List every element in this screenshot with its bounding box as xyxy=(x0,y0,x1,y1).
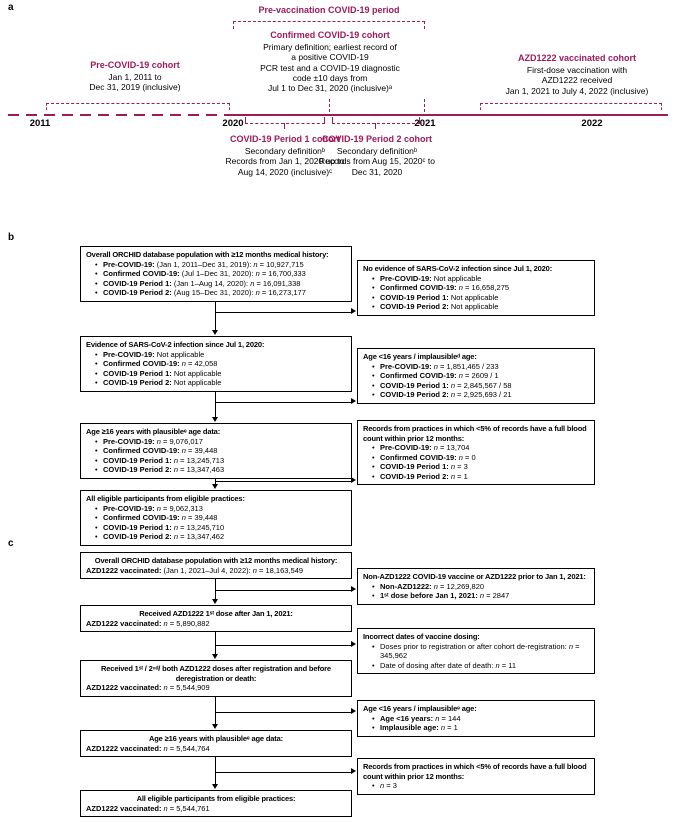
cohort-list xyxy=(86,350,346,388)
azd-cohort-line: AZD1222 received xyxy=(541,75,613,86)
period2-cohort-line: Records from Aug 15, 2020ᶜ to xyxy=(319,156,435,167)
azd-bracket-line xyxy=(480,103,662,104)
connector-hline xyxy=(216,312,351,313)
period2-cohort-block xyxy=(310,134,444,177)
b-main-box-population xyxy=(80,246,352,302)
box-title: Age <16 years / implausibleᵉ age: xyxy=(363,704,477,713)
cohort-label: Implausible age: xyxy=(380,723,439,733)
c-main-box-age-eligible xyxy=(80,730,352,757)
timeline-dashed-segment xyxy=(8,114,233,116)
cohort-value: (Jan 1–Aug 14, 2020): n = 16,091,338 xyxy=(173,278,301,288)
arrow-right-icon xyxy=(351,708,356,714)
pre-covid-bracket-tick-right xyxy=(229,103,230,110)
cohort-label: Pre-COVID-19: xyxy=(380,361,432,371)
cohort-value: n = 42,058 xyxy=(181,359,218,369)
azd-cohort-title: AZD1222 vaccinated cohort xyxy=(517,53,637,63)
b-side-box-no-evidence xyxy=(357,260,595,316)
cohort-label: AZD1222 vaccinated: xyxy=(86,743,162,753)
c-side-box-practices-excluded xyxy=(357,758,595,795)
prevax-bracket-tick-left xyxy=(233,21,234,29)
c-main-box-eligible xyxy=(80,790,352,817)
cohort-value: n = 13,347,462 xyxy=(173,532,225,542)
c-main-box-first-dose xyxy=(80,605,352,632)
cohort-value: n = 5,544,909 xyxy=(163,683,210,693)
cohort-list xyxy=(363,443,589,481)
b-main-box-evidence xyxy=(80,336,352,392)
confirmed-cohort-line: code ±10 days from xyxy=(292,73,368,84)
cohort-label: Pre-COVID-19: xyxy=(103,503,155,513)
cohort-item xyxy=(372,443,589,453)
connector-hline xyxy=(216,481,351,482)
cohort-item xyxy=(95,350,346,360)
pre-covid-cohort-title: Pre-COVID-19 cohort xyxy=(90,60,180,70)
box-title: Records from practices in which <5% of records have a full blood count within prior 12 months: xyxy=(363,424,587,443)
cohort-label: COVID-19 Period 2: xyxy=(103,378,172,388)
box-title: Received 1ˢᵗ / 2ⁿᵈ/ both AZD1222 doses after registration and before deregistration or death: xyxy=(101,664,331,683)
arrow-down-icon xyxy=(212,784,218,789)
arrow-right-icon xyxy=(351,586,356,592)
cohort-value: Date of dosing after date of death: n = 11 xyxy=(380,660,517,670)
cohort-value: Not applicable xyxy=(433,273,482,283)
azd-cohort-block xyxy=(494,53,660,96)
cohort-value: n = 1 xyxy=(450,471,468,481)
arrow-right-icon xyxy=(351,398,356,404)
cohort-label: COVID-19 Period 2: xyxy=(380,302,449,312)
cohort-label: AZD1222 vaccinated: xyxy=(86,618,162,628)
c-main-box-population xyxy=(80,552,352,579)
year-label-2011: 2011 xyxy=(29,118,51,129)
cohort-item xyxy=(372,472,589,482)
arrow-down-icon xyxy=(212,330,218,335)
c-main-box-valid-doses xyxy=(80,660,352,697)
arrow-right-icon xyxy=(351,641,356,647)
box-title: Records from practices in which <5% of records have a full blood count within prior 12 months: xyxy=(363,762,587,781)
cohort-item xyxy=(95,523,346,533)
cohort-line xyxy=(86,566,346,576)
connector-hline xyxy=(216,402,351,403)
cohort-value: n = 2,925,693 / 21 xyxy=(450,390,512,400)
b-side-box-practices-excluded xyxy=(357,420,595,485)
cohort-value: Not applicable xyxy=(450,292,499,302)
cohort-item xyxy=(95,260,346,270)
cohort-label: COVID-19 Period 1: xyxy=(103,278,172,288)
box-title: Age <16 years / implausibleᵈ age: xyxy=(363,352,477,361)
cohort-item xyxy=(372,293,589,303)
cohort-list xyxy=(363,642,589,671)
cohort-list xyxy=(363,362,589,400)
cohort-label: AZD1222 vaccinated: xyxy=(86,803,162,813)
cohort-item xyxy=(372,371,589,381)
box-title: Incorrect dates of vaccine dosing: xyxy=(363,632,480,641)
confirmed-cohort-title: Confirmed COVID-19 cohort xyxy=(270,30,390,40)
cohort-label: COVID-19 Period 1: xyxy=(380,292,449,302)
cohort-label: Confirmed COVID-19: xyxy=(103,513,180,523)
cohort-item xyxy=(95,446,346,456)
confirmed-cohort-line: Primary definition; earliest record of xyxy=(263,41,397,52)
cohort-label: COVID-19 Period 2: xyxy=(380,471,449,481)
cohort-item xyxy=(95,532,346,542)
cohort-item xyxy=(95,288,346,298)
arrow-down-icon xyxy=(212,417,218,422)
box-title: Age ≥16 years with plausibleᵉ age data: xyxy=(148,734,284,743)
arrow-right-icon xyxy=(351,477,356,483)
timeline-solid-segment xyxy=(233,114,668,116)
cohort-label: Confirmed COVID-19: xyxy=(103,359,180,369)
cohort-label: Non-AZD1222: xyxy=(380,581,432,591)
confirmed-bracket-tick-left xyxy=(329,99,330,112)
confirmed-cohort-block xyxy=(237,30,423,94)
cohort-value: n = 9,076,017 xyxy=(156,436,203,446)
period1-brace-line xyxy=(245,123,325,124)
period2-cohort-line: Dec 31, 2020 xyxy=(351,166,403,177)
cohort-label: Confirmed COVID-19: xyxy=(103,446,180,456)
cohort-value: Not applicable xyxy=(173,368,222,378)
cohort-item xyxy=(372,274,589,284)
period2-cohort-title: COVID-19 Period 2 cohort xyxy=(321,134,433,144)
cohort-label: Pre-COVID-19: xyxy=(380,273,432,283)
panel-b-label: b xyxy=(8,232,15,243)
azd-bracket-tick-right xyxy=(661,103,662,110)
pre-covid-bracket-tick-left xyxy=(46,103,47,110)
year-label-2022: 2022 xyxy=(581,118,603,129)
cohort-item xyxy=(372,362,589,372)
cohort-item xyxy=(372,723,589,733)
cohort-value: n = 3 xyxy=(450,462,468,472)
box-title: Overall ORCHID database population with ≥12 months medical history: xyxy=(94,556,338,565)
cohort-item xyxy=(95,378,346,388)
cohort-label: Pre-COVID-19: xyxy=(380,443,432,453)
cohort-value: n = 2847 xyxy=(479,591,510,601)
cohort-item xyxy=(95,513,346,523)
cohort-value: n = 13,347,463 xyxy=(173,465,225,475)
cohort-item xyxy=(95,269,346,279)
azd-cohort-line: First-dose vaccination with xyxy=(526,64,628,75)
cohort-item xyxy=(372,390,589,400)
pre-covid-cohort-block xyxy=(73,60,197,93)
box-title: Non-AZD1222 COVID-19 vaccine or AZD1222 prior to Jan 1, 2021: xyxy=(363,572,586,581)
cohort-value: Not applicable xyxy=(173,378,222,388)
cohort-label: COVID-19 Period 2: xyxy=(380,390,449,400)
cohort-item xyxy=(95,359,346,369)
cohort-item xyxy=(95,437,346,447)
year-label-2020: 2020 xyxy=(222,118,244,129)
cohort-value: n = 13,245,713 xyxy=(173,455,225,465)
connector-hline xyxy=(216,645,351,646)
connector-hline xyxy=(216,712,351,713)
cohort-item xyxy=(372,781,589,791)
cohort-value: n = 2,845,567 / 58 xyxy=(450,380,512,390)
cohort-label: AZD1222 vaccinated: xyxy=(86,683,162,693)
cohort-item xyxy=(372,661,589,671)
confirmed-cohort-line: a positive COVID-19 xyxy=(291,52,369,63)
confirmed-cohort-line: PCR test and a COVID-19 diagnostic xyxy=(260,62,400,73)
cohort-label: 1ˢᵗ dose before Jan 1, 2021: xyxy=(380,591,478,601)
cohort-label: COVID-19 Period 1: xyxy=(103,368,172,378)
cohort-list xyxy=(363,781,589,791)
cohort-value: n = 1 xyxy=(440,723,458,733)
cohort-label: Confirmed COVID-19: xyxy=(380,283,457,293)
connector-vline xyxy=(215,301,216,331)
arrow-right-icon xyxy=(351,308,356,314)
cohort-item xyxy=(372,453,589,463)
cohort-item xyxy=(372,283,589,293)
c-side-box-age-excluded xyxy=(357,700,595,737)
arrow-right-icon xyxy=(351,768,356,774)
cohort-value: Not applicable xyxy=(450,302,499,312)
box-title: Age ≥16 years with plausibleᵉ age data: xyxy=(86,427,221,436)
confirmed-bracket-tick-right xyxy=(424,99,425,112)
b-main-box-eligible xyxy=(80,490,352,546)
c-side-box-non-azd xyxy=(357,568,595,605)
cohort-item xyxy=(95,465,346,475)
period1-cohort-line: Secondary definitionᵇ xyxy=(244,145,326,156)
azd-bracket-tick-left xyxy=(480,103,481,110)
cohort-value: n = 5,544,764 xyxy=(163,743,210,753)
cohort-item xyxy=(95,279,346,289)
cohort-label: AZD1222 vaccinated: xyxy=(86,565,162,575)
cohort-item xyxy=(372,714,589,724)
cohort-list xyxy=(363,274,589,312)
cohort-value: (Aug 15–Dec 31, 2020): n = 16,273,177 xyxy=(173,288,306,298)
cohort-label: Pre-COVID-19: xyxy=(103,349,155,359)
connector-vline xyxy=(215,631,216,655)
cohort-line xyxy=(86,744,346,754)
cohort-value: Doses prior to registration or after cohort de-registration: n = 345,962 xyxy=(380,641,580,661)
cohort-item xyxy=(372,642,589,661)
cohort-label: COVID-19 Period 1: xyxy=(380,380,449,390)
cohort-value: (Jul 1–Dec 31, 2020): n = 16,700,333 xyxy=(181,269,306,279)
cohort-value: Not applicable xyxy=(156,349,205,359)
prevax-bracket-line xyxy=(233,21,425,22)
period1-cohort-title: COVID-19 Period 1 cohort xyxy=(229,134,341,144)
cohort-label: COVID-19 Period 1: xyxy=(103,522,172,532)
cohort-value: n = 1,851,465 / 233 xyxy=(433,361,499,371)
cohort-item xyxy=(95,504,346,514)
cohort-item xyxy=(372,462,589,472)
connector-vline xyxy=(215,756,216,785)
prevax-period-title: Pre-vaccination COVID-19 period xyxy=(258,5,400,15)
c-side-box-incorrect-dates xyxy=(357,628,595,674)
box-title: All eligible participants from eligible practices: xyxy=(86,494,245,503)
cohort-value: n = 39,448 xyxy=(181,446,218,456)
connector-hline xyxy=(216,590,351,591)
panel-a-label: a xyxy=(8,2,14,13)
period1-cohort-line: Aug 14, 2020 (inclusive)ᶜ xyxy=(237,166,333,177)
cohort-value: n = 16,658,275 xyxy=(458,283,510,293)
cohort-label: COVID-19 Period 1: xyxy=(103,455,172,465)
arrow-down-icon xyxy=(212,724,218,729)
connector-vline xyxy=(215,578,216,600)
box-title: Received AZD1222 1ˢᵗ dose after Jan 1, 2021: xyxy=(139,609,293,618)
cohort-value: n = 13,245,710 xyxy=(173,522,225,532)
prevax-bracket-tick-right xyxy=(424,21,425,29)
cohort-value: n = 12,269,820 xyxy=(433,581,485,591)
connector-hline xyxy=(216,772,351,773)
cohort-value: n = 13,704 xyxy=(433,443,470,453)
cohort-value: n = 2609 / 1 xyxy=(458,371,499,381)
cohort-item xyxy=(372,591,589,601)
period2-cohort-line: Secondary definitionᵇ xyxy=(336,145,418,156)
cohort-line xyxy=(86,683,346,693)
cohort-list xyxy=(363,714,589,733)
b-side-box-age-excluded xyxy=(357,348,595,404)
box-title: Evidence of SARS-CoV-2 infection since Jul 1, 2020: xyxy=(86,340,265,349)
cohort-item xyxy=(95,456,346,466)
period2-brace-tick-center xyxy=(375,123,376,129)
cohort-label: Confirmed COVID-19: xyxy=(380,452,457,462)
cohort-label: Age <16 years: xyxy=(380,713,434,723)
cohort-list xyxy=(86,260,346,298)
cohort-label: Confirmed COVID-19: xyxy=(103,269,180,279)
cohort-label: COVID-19 Period 2: xyxy=(103,532,172,542)
cohort-value: n = 144 xyxy=(435,713,461,723)
confirmed-cohort-line: Jul 1 to Dec 31, 2020 (inclusive)ᵃ xyxy=(267,83,393,94)
pre-covid-cohort-line: Jan 1, 2011 to xyxy=(108,71,162,82)
arrow-down-icon xyxy=(212,484,218,489)
cohort-item xyxy=(372,381,589,391)
arrow-down-icon xyxy=(212,599,218,604)
cohort-value: (Jan 1, 2011–Dec 31, 2019): n = 10,927,715 xyxy=(156,259,304,269)
cohort-value: n = 5,544,761 xyxy=(163,803,210,813)
cohort-item xyxy=(372,302,589,312)
period1-cohort-line: Records from Jan 1, 2020 up to xyxy=(225,156,345,167)
box-title: No evidence of SARS-CoV-2 infection since Jul 1, 2020: xyxy=(363,264,553,273)
year-label-2021: 2021 xyxy=(414,118,436,129)
period2-brace-line xyxy=(332,123,420,124)
cohort-label: COVID-19 Period 2: xyxy=(103,465,172,475)
connector-vline xyxy=(215,392,216,418)
cohort-item xyxy=(95,369,346,379)
pre-covid-bracket-line xyxy=(46,103,230,104)
b-main-box-age-eligible xyxy=(80,423,352,479)
cohort-label: COVID-19 Period 2: xyxy=(103,288,172,298)
cohort-list xyxy=(86,437,346,475)
period1-brace-tick-center xyxy=(284,123,285,129)
cohort-label: Pre-COVID-19: xyxy=(103,259,155,269)
azd-cohort-line: Jan 1, 2021 to July 4, 2022 (inclusive) xyxy=(505,85,649,96)
cohort-value: n = 3 xyxy=(380,781,397,791)
cohort-label: Confirmed COVID-19: xyxy=(380,371,457,381)
arrow-down-icon xyxy=(212,654,218,659)
pre-covid-cohort-line: Dec 31, 2019 (inclusive) xyxy=(89,82,181,93)
cohort-value: n = 0 xyxy=(458,452,476,462)
cohort-item xyxy=(372,582,589,592)
cohort-list xyxy=(86,504,346,542)
cohort-label: COVID-19 Period 1: xyxy=(380,462,449,472)
cohort-label: Pre-COVID-19: xyxy=(103,436,155,446)
cohort-value: (Jan 1, 2021–Jul 4, 2022): n = 18,163,549 xyxy=(163,565,304,575)
cohort-value: n = 5,890,882 xyxy=(163,618,210,628)
box-title: Overall ORCHID database population with ≥12 months medical history: xyxy=(86,250,329,259)
panel-c-label: c xyxy=(8,538,14,549)
connector-vline xyxy=(215,696,216,725)
cohort-value: n = 9,062,313 xyxy=(156,503,203,513)
cohort-list xyxy=(363,582,589,601)
cohort-line xyxy=(86,619,346,629)
cohort-line xyxy=(86,804,346,814)
box-title: All eligible participants from eligible practices: xyxy=(136,794,296,803)
cohort-value: n = 39,448 xyxy=(181,513,218,523)
